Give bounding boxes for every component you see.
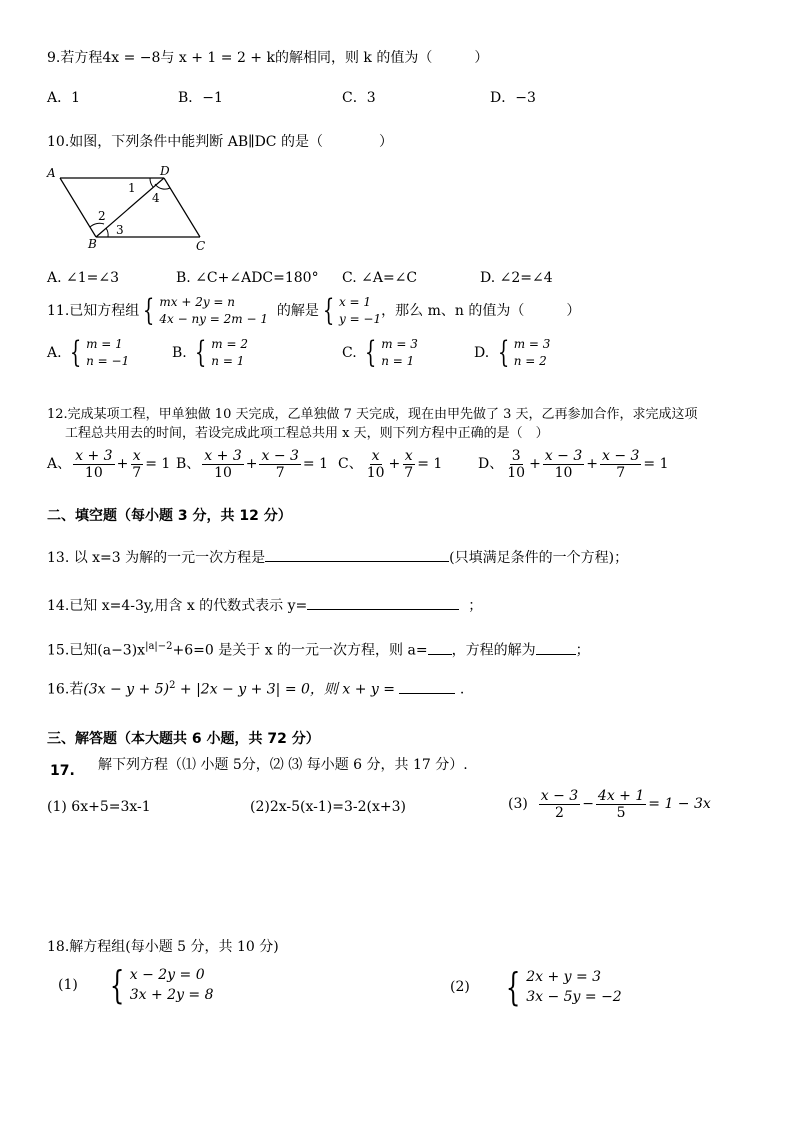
q12-c-num1: x: [371, 447, 380, 464]
q11-b-label: B.: [172, 345, 187, 361]
q17-part3-den2: 5: [616, 804, 626, 821]
q11-stem: [47, 294, 580, 328]
q11-d-label: D.: [474, 345, 490, 361]
q15-post: ；: [575, 642, 590, 659]
q15-blank-solution[interactable]: [536, 654, 576, 655]
q12-a-num1: x + 3: [75, 447, 113, 464]
q15-pre: 15.已知(a−3)x: [47, 642, 146, 659]
q16-post: .: [459, 681, 465, 698]
q12-d-num2: x − 3: [544, 447, 583, 464]
q9-option-c: C．3: [342, 90, 376, 106]
q11-option-a: A. { m = 1 n = −1: [47, 335, 130, 370]
q18-part1: (1) { x − 2y = 0 3x + 2y = 8: [58, 963, 214, 1007]
q15-mid2: ，方程的解为: [451, 642, 536, 659]
q11-b2: n = 1: [211, 354, 245, 368]
angle-3-label: 3: [116, 223, 124, 237]
q14-answer-blank[interactable]: [307, 609, 459, 610]
q18-part2-label: (2): [450, 979, 470, 995]
q11-eq1: mx + 2y = n: [159, 295, 236, 309]
q12-option-d: [478, 446, 669, 482]
q17-part3-label: (3): [508, 796, 528, 812]
q16-answer-blank[interactable]: [399, 693, 455, 694]
q17-part1: (1) 6x+5=3x-1: [47, 799, 151, 815]
q12-a-den2: 7: [132, 464, 142, 481]
q13-post: (只填满足条件的一个方程)；: [449, 550, 629, 566]
q12-b-rhs: = 1: [302, 456, 328, 472]
parallelogram-figure: [44, 162, 214, 254]
section-3-heading: 三、解答题（本大题共 6 小题，共 72 分）: [47, 731, 320, 747]
q14: [47, 596, 482, 616]
label-C: C: [196, 239, 206, 253]
q18-part2: (2) { 2x + y = 3 3x − 5y = −2: [450, 965, 622, 1009]
q11-b1: m = 2: [211, 337, 248, 351]
q12-b-den1: 10: [214, 464, 232, 481]
q16-expr2: + |2x − y + 3| = 0，则 x + y =: [175, 681, 400, 698]
q15-mid: +6=0 是关于 x 的一元一次方程，则 a=: [172, 642, 428, 659]
q14-pre: 14.已知 x=4-3y,用含 x 的代数式表示 y=: [47, 598, 308, 614]
q12-c-rhs: = 1: [417, 456, 443, 472]
q18-part1-eq2: 3x + 2y = 8: [129, 987, 214, 1003]
q17-part3: [508, 784, 711, 824]
q11-c-label: C.: [342, 345, 357, 361]
q11-system: { mx + 2y = n 4x − ny = 2m − 1: [143, 293, 268, 328]
q11-pre: 11.已知方程组: [47, 303, 140, 319]
q18-part2-eq1: 2x + y = 3: [526, 969, 602, 985]
q11-post: ，那么 m、n 的值为（ ）: [381, 303, 581, 319]
q12-b-den2: 7: [275, 464, 285, 481]
q9-stem: 9.若方程4x = −8与 x + 1 = 2 + k的解相同，则 k 的值为（ ）: [47, 50, 489, 66]
q15-exponent: |a|−2: [145, 641, 173, 652]
q18-part1-label: (1): [58, 977, 78, 993]
q12-b-label: B、: [176, 456, 201, 472]
q10-option-c: C. ∠A=∠C: [342, 270, 418, 286]
q15: [47, 637, 590, 661]
q11-option-c: C. { m = 3 n = 1: [342, 335, 418, 370]
q12-d-den1: 10: [507, 464, 526, 481]
angle-4-label: 4: [152, 191, 160, 205]
q17-part3-num2: 4x + 1: [597, 787, 645, 804]
q13-pre: 13. 以 x=3 为解的一元一次方程是: [47, 550, 266, 566]
q9-option-d: D．−3: [490, 90, 536, 106]
label-D: D: [160, 164, 170, 178]
q11-c1: m = 3: [381, 337, 418, 351]
q12-d-rhs: = 1: [643, 456, 669, 472]
q18-part1-eq1: x − 2y = 0: [129, 967, 205, 983]
q12-option-b: [176, 446, 328, 482]
section-2-heading: 二、填空题（每小题 3 分，共 12 分）: [47, 508, 292, 524]
q17-stem: 解下列方程（⑴ 小题 5分，⑵ ⑶ 每小题 6 分，共 17 分）.: [98, 757, 468, 773]
q12-stem-line1: 12.完成某项工程，甲单独做 10 天完成，乙单独做 7 天完成，现在由甲先做了 3 天，乙再参加合作，求完成这项: [47, 407, 698, 422]
q12-a-rhs: = 1: [145, 456, 171, 472]
q11-eq2: 4x − ny = 2m − 1: [159, 312, 268, 326]
q11-d2: n = 2: [513, 354, 547, 368]
q9-option-b: B．−1: [178, 90, 223, 106]
q13: [47, 548, 628, 568]
q12-a-plus: +: [116, 456, 129, 472]
q17-part3-num1: x − 3: [540, 787, 579, 804]
q11-c2: n = 1: [381, 354, 415, 368]
q9-option-a: A．1: [47, 90, 81, 106]
q12-c-den1: 10: [366, 464, 385, 481]
q17-number: 17.: [50, 763, 75, 779]
q10-stem: 10.如图，下列条件中能判断 AB∥DC 的是（ ）: [47, 134, 393, 150]
q12-c-num2: x: [404, 447, 413, 464]
q11-solution: { x = 1 y = −1: [322, 293, 382, 328]
q11-option-d: D. { m = 3 n = 2: [474, 335, 551, 370]
q16-square: 2: [169, 680, 176, 691]
q12-a-den1: 10: [84, 464, 103, 481]
q17-part3-minus: −: [582, 796, 594, 812]
q11-d1: m = 3: [513, 337, 551, 351]
q11-s1: x = 1: [338, 295, 372, 309]
q11-a1: m = 1: [86, 337, 123, 351]
q13-answer-blank[interactable]: [265, 561, 449, 562]
angle-2-label: 2: [98, 209, 106, 223]
q11-option-b: B. { m = 2 n = 1: [172, 335, 248, 370]
q12-a-label: A、: [47, 456, 72, 472]
q12-d-plus2: +: [586, 456, 598, 472]
q10-option-a: A. ∠1=∠3: [47, 270, 120, 286]
q17-part2: (2)2x-5(x-1)=3-2(x+3): [250, 799, 406, 815]
q12-stem-line2: 工程总共用去的时间，若设完成此项工程总共用 x 天，则下列方程中正确的是（ ）: [65, 426, 549, 441]
q12-d-plus1: +: [529, 456, 541, 472]
q16: [47, 676, 464, 700]
q12-option-a: [47, 446, 170, 482]
q12-b-num2: x − 3: [261, 447, 299, 464]
q12-d-num3: x − 3: [601, 447, 640, 464]
q11-a-label: A.: [47, 345, 62, 361]
q16-expr1: (3x − y + 5): [83, 681, 170, 698]
q18-stem: 18.解方程组(每小题 5 分，共 10 分): [47, 939, 279, 955]
q11-mid: 的解是: [276, 303, 319, 319]
q17-part3-den1: 2: [555, 804, 564, 821]
angle-1-label: 1: [128, 181, 136, 195]
q12-c-den2: 7: [404, 464, 414, 481]
q12-d-den2: 10: [554, 464, 573, 481]
q10-option-b: B. ∠C+∠ADC=180°: [176, 270, 319, 286]
q11-a2: n = −1: [86, 354, 130, 368]
q12-b-plus: +: [245, 456, 258, 472]
q10-option-d: D. ∠2=∠4: [480, 270, 553, 286]
q12-option-c: [338, 446, 442, 482]
q12-d-den3: 7: [616, 464, 626, 481]
q11-s2: y = −1: [338, 312, 382, 326]
q12-d-num1: 3: [511, 447, 521, 464]
q16-pre: 16.若: [47, 681, 84, 698]
q12-c-label: C、: [338, 456, 363, 472]
q12-a-num2: x: [132, 447, 141, 464]
q12-c-plus: +: [388, 456, 401, 472]
q14-post: ；: [468, 598, 483, 614]
q12-b-num1: x + 3: [204, 447, 242, 464]
q15-blank-a[interactable]: [428, 654, 452, 655]
q18-part2-eq2: 3x − 5y = −2: [526, 989, 622, 1005]
label-B: B: [88, 237, 97, 251]
q17-part3-rhs: = 1 − 3x: [648, 796, 711, 812]
label-A: A: [47, 166, 56, 180]
q12-d-label: D、: [478, 456, 504, 472]
